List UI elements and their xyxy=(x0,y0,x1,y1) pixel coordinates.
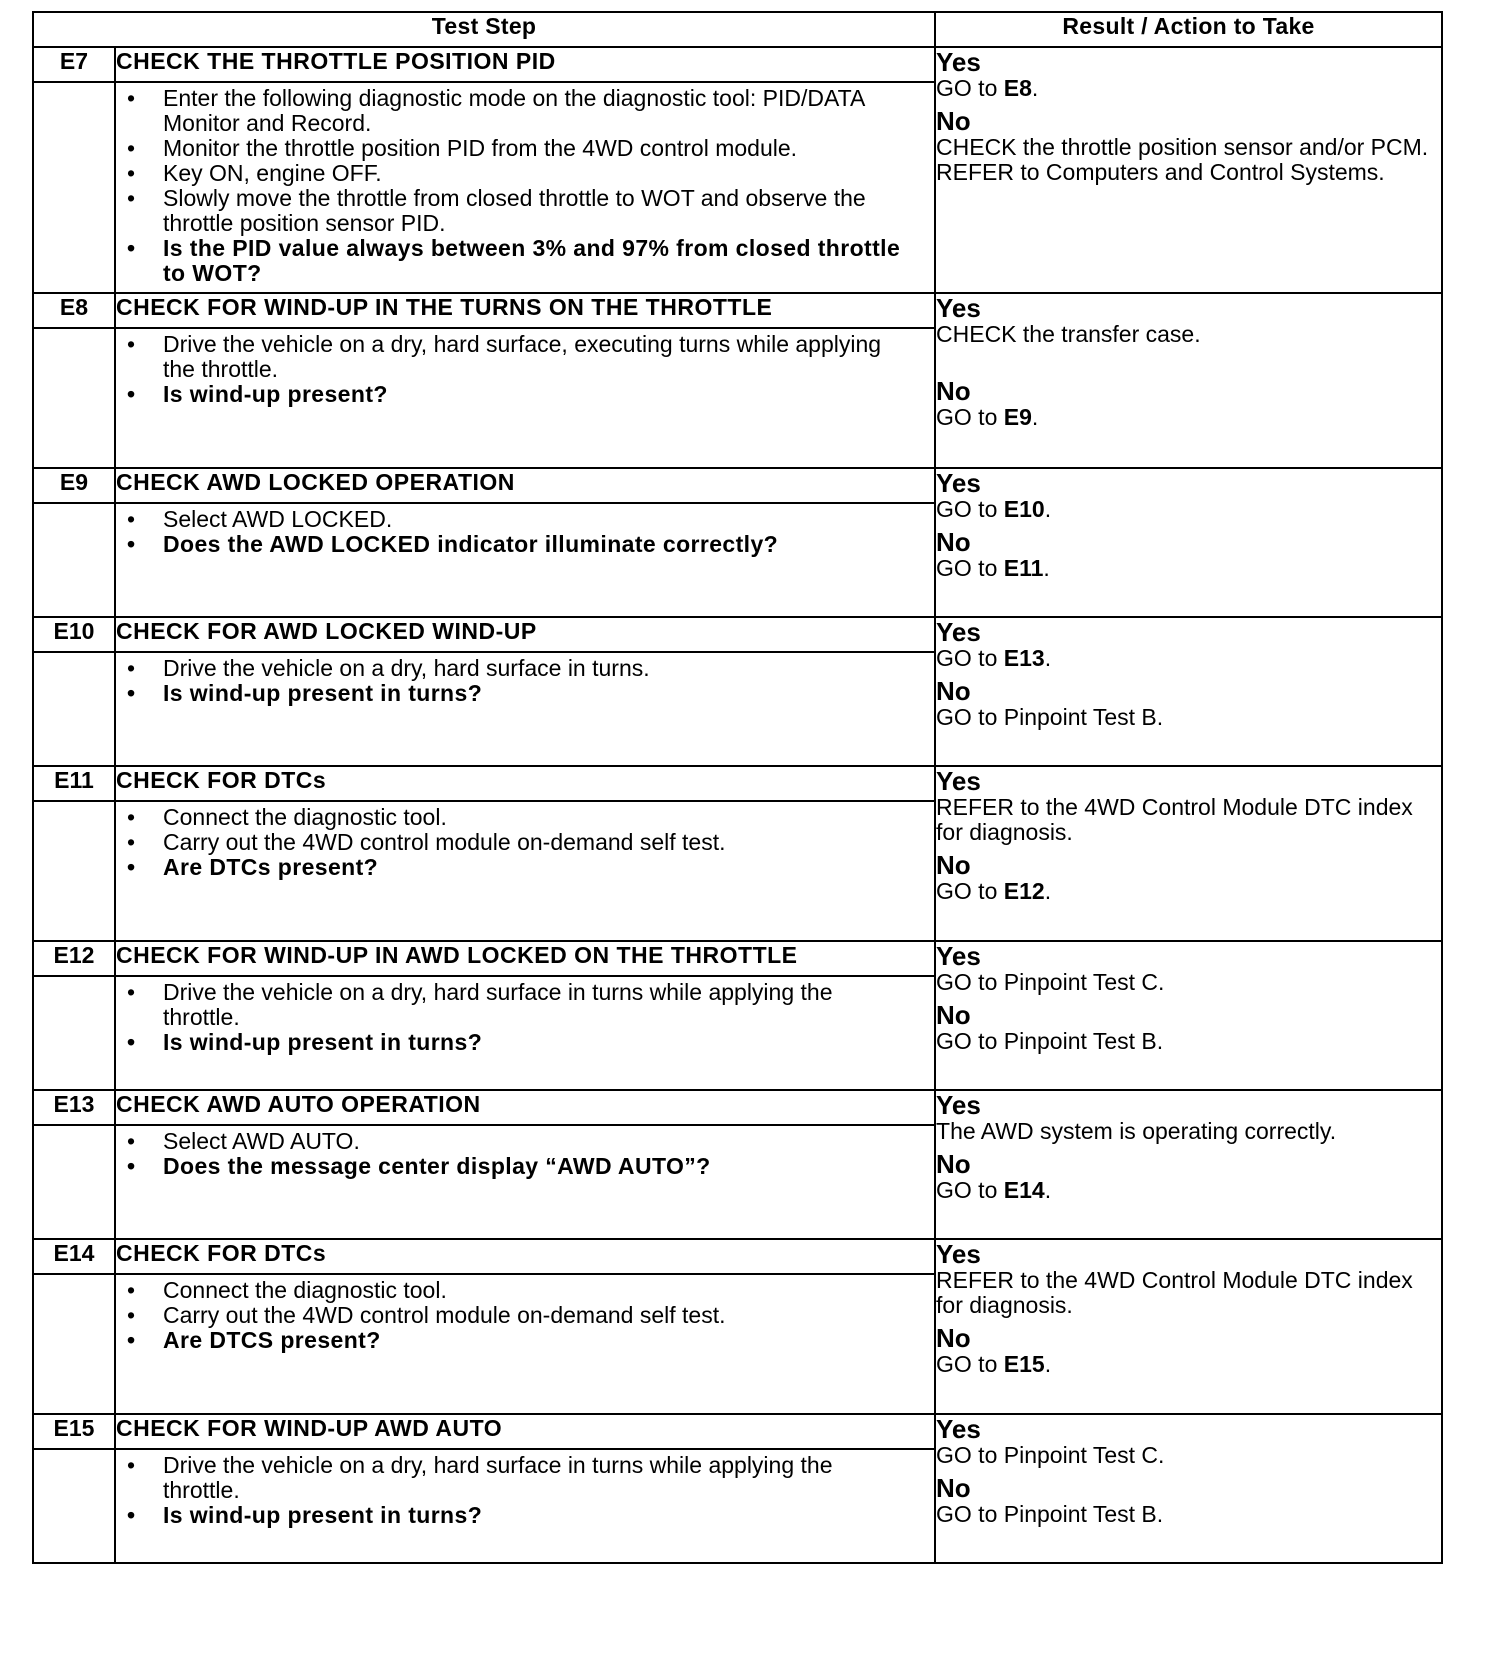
bullet-icon: • xyxy=(127,1029,136,1055)
bullet-icon: • xyxy=(127,1277,136,1303)
instruction-text: Drive the vehicle on a dry, hard surface in turns. xyxy=(163,655,650,681)
bullet-icon: • xyxy=(127,506,136,532)
yes-text: GO to xyxy=(936,645,1004,671)
yes-action xyxy=(936,497,1441,522)
no-tail: . xyxy=(1044,1177,1052,1203)
step-title-row xyxy=(33,468,1442,503)
step-body xyxy=(115,652,935,766)
step-body xyxy=(115,801,935,941)
step-title-row xyxy=(33,1414,1442,1449)
yes-ref: E8 xyxy=(1003,75,1032,101)
yes-text: REFER to the 4WD Control Module DTC index for diagnosis. xyxy=(936,794,1413,845)
step-question xyxy=(116,1030,934,1055)
instruction-list xyxy=(116,329,934,413)
step-result xyxy=(935,47,1442,293)
instruction-text: Connect the diagnostic tool. xyxy=(163,804,447,830)
yes-text: REFER to the 4WD Control Module DTC index for diagnosis. xyxy=(936,1267,1413,1318)
no-text: GO to xyxy=(936,1177,1004,1203)
step-id: E10 xyxy=(33,617,115,652)
question-text: Is wind-up present in turns? xyxy=(163,680,483,706)
no-action xyxy=(936,405,1441,430)
yes-action xyxy=(936,970,1441,995)
bullet-icon: • xyxy=(127,804,136,830)
no-ref: E15 xyxy=(1003,1351,1045,1377)
bullet-icon: • xyxy=(127,655,136,681)
no-tail: . xyxy=(1044,1351,1052,1377)
step-title: CHECK FOR DTCs xyxy=(115,766,935,801)
no-label: No xyxy=(936,1473,971,1503)
question-text: Is wind-up present? xyxy=(163,381,388,407)
step-result xyxy=(935,1239,1442,1414)
instruction-text: Drive the vehicle on a dry, hard surface in turns while applying the throttle. xyxy=(163,1452,833,1503)
step-instruction xyxy=(116,332,934,382)
step-question xyxy=(116,1328,934,1353)
yes-tail: . xyxy=(1044,645,1052,671)
step-result xyxy=(935,941,1442,1090)
no-label: No xyxy=(936,376,971,406)
instruction-text: Carry out the 4WD control module on-demand self test. xyxy=(163,829,726,855)
yes-tail: . xyxy=(1044,496,1052,522)
no-tail: . xyxy=(1031,404,1039,430)
bullet-icon: • xyxy=(127,680,136,706)
step-result xyxy=(935,1414,1442,1563)
step-id: E13 xyxy=(33,1090,115,1125)
no-tail: . xyxy=(1044,878,1052,904)
instruction-text: Carry out the 4WD control module on-demand self test. xyxy=(163,1302,726,1328)
no-action xyxy=(936,1178,1441,1203)
step-result xyxy=(935,766,1442,941)
question-text: Is the PID value always between 3% and 97% from closed throttle to WOT? xyxy=(163,235,901,286)
bullet-icon: • xyxy=(127,1153,136,1179)
no-ref: E9 xyxy=(1003,404,1032,430)
question-text: Is wind-up present in turns? xyxy=(163,1029,483,1055)
step-id-blank xyxy=(33,1449,115,1563)
instruction-text: Enter the following diagnostic mode on the diagnostic tool: PID/DATA Monitor and Record. xyxy=(163,85,865,136)
yes-text: GO to xyxy=(936,496,1004,522)
bullet-icon: • xyxy=(127,1502,136,1528)
no-text: GO to xyxy=(936,878,1004,904)
step-id-blank xyxy=(33,82,115,293)
no-label: No xyxy=(936,676,971,706)
bullet-icon: • xyxy=(127,135,136,161)
question-text: Are DTCS present? xyxy=(163,1327,381,1353)
instruction-text: Connect the diagnostic tool. xyxy=(163,1277,447,1303)
instruction-text: Drive the vehicle on a dry, hard surface, executing turns while applying the throttle. xyxy=(163,331,882,382)
instruction-list xyxy=(116,977,934,1061)
result-header: Result / Action to Take xyxy=(935,12,1442,47)
step-id-blank xyxy=(33,1274,115,1414)
no-label: No xyxy=(936,106,971,136)
yes-label: Yes xyxy=(936,1414,981,1444)
bullet-icon: • xyxy=(127,979,136,1005)
question-text: Does the message center display “AWD AUTO”? xyxy=(163,1153,711,1179)
step-title-row xyxy=(33,1239,1442,1274)
yes-action xyxy=(936,1119,1441,1144)
no-ref: E14 xyxy=(1003,1177,1045,1203)
no-label: No xyxy=(936,1000,971,1030)
step-instruction xyxy=(116,86,934,136)
yes-label: Yes xyxy=(936,766,981,796)
instruction-text: Drive the vehicle on a dry, hard surface in turns while applying the throttle. xyxy=(163,979,833,1030)
step-question xyxy=(116,382,934,407)
step-instruction xyxy=(116,656,934,681)
step-result xyxy=(935,1090,1442,1239)
step-title: CHECK FOR AWD LOCKED WIND-UP xyxy=(115,617,935,652)
instruction-list xyxy=(116,653,934,712)
step-title-row xyxy=(33,1090,1442,1125)
bullet-icon: • xyxy=(127,381,136,407)
no-label: No xyxy=(936,1323,971,1353)
step-title: CHECK AWD LOCKED OPERATION xyxy=(115,468,935,503)
step-id: E14 xyxy=(33,1239,115,1274)
step-instruction xyxy=(116,186,934,236)
bullet-icon: • xyxy=(127,531,136,557)
no-ref: E11 xyxy=(1003,555,1044,581)
instruction-text: Select AWD AUTO. xyxy=(163,1128,360,1154)
bullet-icon: • xyxy=(127,331,136,357)
step-result xyxy=(935,468,1442,617)
step-id: E9 xyxy=(33,468,115,503)
diagnostic-table xyxy=(32,11,1443,1564)
bullet-icon: • xyxy=(127,829,136,855)
no-label: No xyxy=(936,527,971,557)
yes-text: The AWD system is operating correctly. xyxy=(936,1118,1337,1144)
step-title: CHECK AWD AUTO OPERATION xyxy=(115,1090,935,1125)
instruction-text: Select AWD LOCKED. xyxy=(163,506,393,532)
step-id-blank xyxy=(33,328,115,468)
step-instruction xyxy=(116,1453,934,1503)
step-title: CHECK FOR WIND-UP IN THE TURNS ON THE THROTTLE xyxy=(115,293,935,328)
bullet-icon: • xyxy=(127,85,136,111)
question-text: Does the AWD LOCKED indicator illuminate correctly? xyxy=(163,531,779,557)
bullet-icon: • xyxy=(127,235,136,261)
yes-action xyxy=(936,1268,1441,1318)
step-question xyxy=(116,681,934,706)
step-body xyxy=(115,976,935,1090)
no-ref: E12 xyxy=(1003,878,1045,904)
no-label: No xyxy=(936,1149,971,1179)
step-id-blank xyxy=(33,801,115,941)
spacer xyxy=(936,347,1441,377)
step-title: CHECK THE THROTTLE POSITION PID xyxy=(115,47,935,82)
bullet-icon: • xyxy=(127,1327,136,1353)
step-body xyxy=(115,503,935,617)
no-action xyxy=(936,135,1441,185)
yes-action xyxy=(936,795,1441,845)
instruction-list xyxy=(116,1450,934,1534)
yes-action xyxy=(936,646,1441,671)
step-question xyxy=(116,1503,934,1528)
step-instruction xyxy=(116,1129,934,1154)
yes-label: Yes xyxy=(936,1090,981,1120)
no-tail: . xyxy=(1043,555,1050,581)
step-question xyxy=(116,855,934,880)
step-question xyxy=(116,532,934,557)
step-id: E11 xyxy=(33,766,115,801)
step-id-blank xyxy=(33,503,115,617)
step-instruction xyxy=(116,1278,934,1303)
step-title-row xyxy=(33,47,1442,82)
yes-action xyxy=(936,76,1441,101)
step-id: E15 xyxy=(33,1414,115,1449)
no-text: GO to xyxy=(936,404,1004,430)
step-body xyxy=(115,1449,935,1563)
step-id: E7 xyxy=(33,47,115,82)
no-action xyxy=(936,879,1441,904)
no-action xyxy=(936,1029,1441,1054)
step-body xyxy=(115,1274,935,1414)
step-question xyxy=(116,1154,934,1179)
instruction-list xyxy=(116,1126,934,1185)
yes-action xyxy=(936,1443,1441,1468)
step-instruction xyxy=(116,830,934,855)
bullet-icon: • xyxy=(127,160,136,186)
no-text: CHECK the throttle position sensor and/or PCM. REFER to Computers and Control Systems. xyxy=(936,134,1429,185)
step-result xyxy=(935,617,1442,766)
bullet-icon: • xyxy=(127,185,136,211)
step-title: CHECK FOR WIND-UP AWD AUTO xyxy=(115,1414,935,1449)
question-text: Is wind-up present in turns? xyxy=(163,1502,483,1528)
table-header-row xyxy=(33,12,1442,47)
step-title-row xyxy=(33,941,1442,976)
no-action xyxy=(936,1502,1441,1527)
instruction-list xyxy=(116,504,934,563)
step-title-row xyxy=(33,617,1442,652)
bullet-icon: • xyxy=(127,1128,136,1154)
bullet-icon: • xyxy=(127,854,136,880)
step-body xyxy=(115,328,935,468)
no-text: GO to xyxy=(936,1351,1004,1377)
step-title-row xyxy=(33,766,1442,801)
no-label: No xyxy=(936,850,971,880)
yes-label: Yes xyxy=(936,1239,981,1269)
step-title: CHECK FOR WIND-UP IN AWD LOCKED ON THE THROTTLE xyxy=(115,941,935,976)
step-id: E8 xyxy=(33,293,115,328)
no-action xyxy=(936,556,1441,581)
yes-tail: . xyxy=(1031,75,1039,101)
step-question xyxy=(116,236,934,286)
step-instruction xyxy=(116,805,934,830)
yes-text: CHECK the transfer case. xyxy=(936,321,1201,347)
yes-text: GO to Pinpoint Test C. xyxy=(936,1442,1165,1468)
bullet-icon: • xyxy=(127,1302,136,1328)
yes-label: Yes xyxy=(936,293,981,323)
step-body xyxy=(115,1125,935,1239)
yes-text: GO to xyxy=(936,75,1004,101)
instruction-list xyxy=(116,83,934,292)
yes-label: Yes xyxy=(936,47,981,77)
table-body xyxy=(33,47,1442,1563)
yes-ref: E10 xyxy=(1003,496,1045,522)
step-instruction xyxy=(116,161,934,186)
no-action xyxy=(936,705,1441,730)
step-title-row xyxy=(33,293,1442,328)
step-body xyxy=(115,82,935,293)
step-id-blank xyxy=(33,652,115,766)
yes-ref: E13 xyxy=(1003,645,1045,671)
step-result xyxy=(935,293,1442,468)
no-text: GO to Pinpoint Test B. xyxy=(936,704,1164,730)
step-id-blank xyxy=(33,976,115,1090)
question-text: Are DTCs present? xyxy=(163,854,379,880)
no-text: GO to Pinpoint Test B. xyxy=(936,1501,1164,1527)
no-text: GO to Pinpoint Test B. xyxy=(936,1028,1164,1054)
yes-label: Yes xyxy=(936,468,981,498)
no-text: GO to xyxy=(936,555,1004,581)
yes-text: GO to Pinpoint Test C. xyxy=(936,969,1165,995)
step-id-blank xyxy=(33,1125,115,1239)
step-instruction xyxy=(116,136,934,161)
bullet-icon: • xyxy=(127,1452,136,1478)
yes-label: Yes xyxy=(936,941,981,971)
no-action xyxy=(936,1352,1441,1377)
step-id: E12 xyxy=(33,941,115,976)
yes-action xyxy=(936,322,1441,347)
instruction-list xyxy=(116,1275,934,1359)
instruction-text: Key ON, engine OFF. xyxy=(163,160,382,186)
step-instruction xyxy=(116,1303,934,1328)
yes-label: Yes xyxy=(936,617,981,647)
step-title: CHECK FOR DTCs xyxy=(115,1239,935,1274)
step-instruction xyxy=(116,507,934,532)
test-step-header: Test Step xyxy=(33,12,935,47)
instruction-text: Slowly move the throttle from closed throttle to WOT and observe the throttle position sensor PID. xyxy=(163,185,866,236)
step-instruction xyxy=(116,980,934,1030)
instruction-list xyxy=(116,802,934,886)
instruction-text: Monitor the throttle position PID from the 4WD control module. xyxy=(163,135,798,161)
